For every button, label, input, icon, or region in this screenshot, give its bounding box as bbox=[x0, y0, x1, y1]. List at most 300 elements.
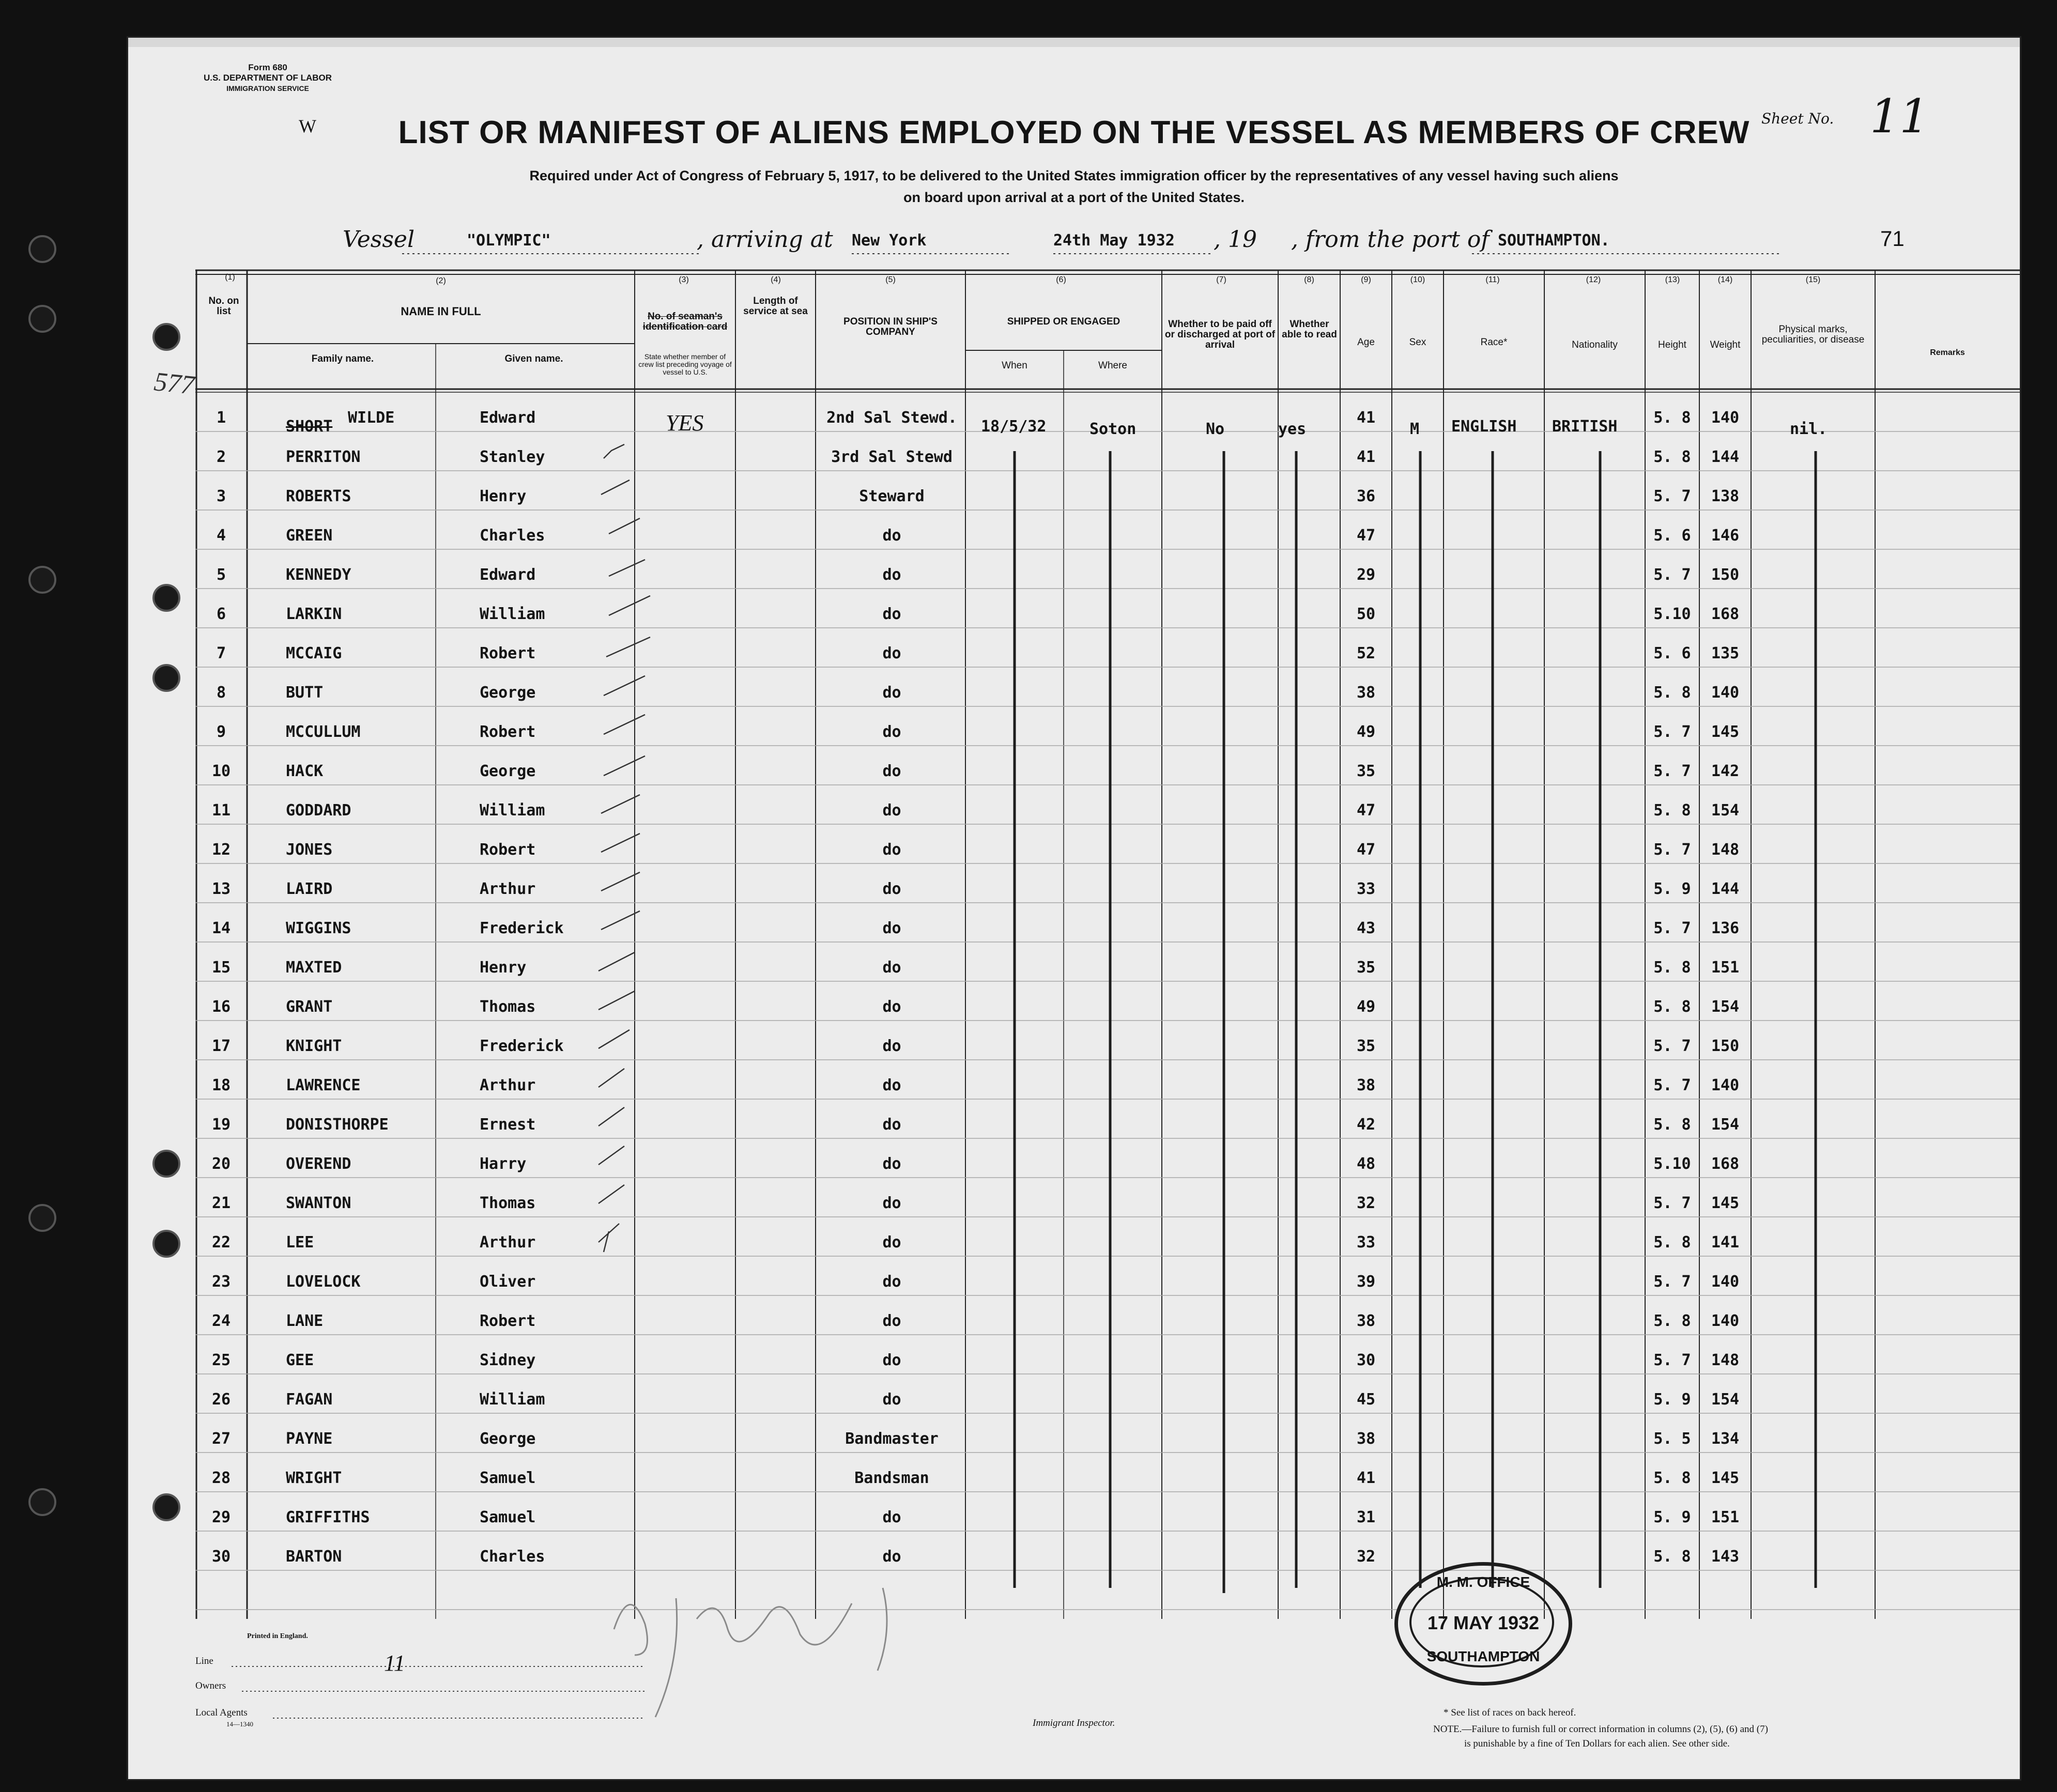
shipped-where: Soton bbox=[1089, 420, 1137, 438]
binder-hole bbox=[152, 1493, 180, 1521]
weight: 144 bbox=[1711, 880, 1740, 898]
family-name: GRIFFITHS bbox=[286, 1508, 370, 1526]
family-name: ROBERTS bbox=[286, 487, 351, 505]
shipped-when: 18/5/32 bbox=[981, 418, 1047, 436]
given-name: Robert bbox=[480, 644, 536, 662]
header-nationality: Nationality bbox=[1572, 339, 1618, 350]
position: do bbox=[882, 527, 901, 545]
col-number-6: (6) bbox=[1056, 275, 1066, 284]
age: 47 bbox=[1356, 527, 1376, 545]
nationality-value: BRITISH bbox=[1552, 418, 1618, 436]
row-number: 24 bbox=[211, 1312, 231, 1330]
header-age: Age bbox=[1357, 337, 1375, 348]
binder-hole bbox=[28, 1488, 56, 1516]
weight: 154 bbox=[1711, 801, 1740, 820]
family-name: MCCAIG bbox=[286, 644, 342, 662]
age: 38 bbox=[1356, 1312, 1376, 1330]
row-number: 27 bbox=[211, 1430, 231, 1448]
row-number: 10 bbox=[211, 762, 231, 780]
height: 5. 8 bbox=[1653, 998, 1691, 1016]
row-number: 18 bbox=[211, 1076, 231, 1094]
height: 5. 9 bbox=[1653, 1508, 1691, 1526]
position: do bbox=[882, 1351, 901, 1369]
col-number-10: (10) bbox=[1410, 275, 1425, 284]
weight: 146 bbox=[1711, 527, 1740, 545]
weight: 148 bbox=[1711, 1351, 1740, 1369]
immigrant-inspector-label: Immigrant Inspector. bbox=[1033, 1718, 1115, 1728]
position: do bbox=[882, 566, 901, 584]
family-name: LAWRENCE bbox=[286, 1076, 361, 1094]
row-number: 19 bbox=[211, 1116, 231, 1134]
stamp-date: 17 MAY 1932 bbox=[1427, 1612, 1540, 1633]
family-name: PAYNE bbox=[286, 1430, 333, 1448]
family-name: WRIGHT bbox=[286, 1469, 342, 1487]
col-number-3: (3) bbox=[679, 275, 689, 284]
row-number: 30 bbox=[211, 1548, 231, 1566]
given-name: Samuel bbox=[480, 1508, 536, 1526]
paid-off-value: No bbox=[1206, 420, 1225, 438]
given-name: William bbox=[480, 1391, 545, 1409]
position: do bbox=[882, 880, 901, 898]
department-name: U.S. DEPARTMENT OF LABOR bbox=[203, 73, 332, 83]
position: do bbox=[882, 1273, 901, 1291]
given-name: George bbox=[480, 684, 536, 702]
weight: 145 bbox=[1711, 1194, 1740, 1212]
height: 5. 6 bbox=[1653, 644, 1691, 662]
age: 49 bbox=[1356, 723, 1376, 741]
position: do bbox=[882, 684, 901, 702]
weight: 143 bbox=[1711, 1548, 1740, 1566]
age: 41 bbox=[1356, 1469, 1376, 1487]
height: 5. 8 bbox=[1653, 448, 1691, 466]
col-number-2: (2) bbox=[436, 276, 446, 285]
height: 5. 7 bbox=[1653, 487, 1691, 505]
row-number: 3 bbox=[216, 487, 226, 505]
height: 5. 7 bbox=[1653, 1037, 1691, 1055]
col-number-7: (7) bbox=[1216, 275, 1226, 284]
family-name: KENNEDY bbox=[286, 566, 351, 584]
given-name: Thomas bbox=[480, 998, 536, 1016]
given-name: Oliver bbox=[480, 1273, 536, 1291]
family-name: GRANT bbox=[286, 998, 333, 1016]
age: 47 bbox=[1356, 841, 1376, 859]
age: 35 bbox=[1356, 959, 1376, 977]
weight: 140 bbox=[1711, 1312, 1740, 1330]
height: 5. 7 bbox=[1653, 566, 1691, 584]
age: 29 bbox=[1356, 566, 1376, 584]
weight: 140 bbox=[1711, 1076, 1740, 1094]
weight: 151 bbox=[1711, 1508, 1740, 1526]
given-name: Arthur bbox=[480, 1233, 536, 1252]
age: 30 bbox=[1356, 1351, 1376, 1369]
header-race: Race* bbox=[1480, 337, 1508, 348]
subtitle-line-2: on board upon arrival at a port of the United States. bbox=[903, 190, 1245, 205]
header-sex: Sex bbox=[1409, 337, 1426, 348]
height: 5. 9 bbox=[1653, 880, 1691, 898]
header-family-name: Family name. bbox=[311, 353, 374, 364]
given-name: Charles bbox=[480, 527, 545, 545]
binder-hole bbox=[152, 323, 180, 351]
stamp-bottom-text: SOUTHAMPTON bbox=[1426, 1648, 1540, 1664]
col-number-13: (13) bbox=[1665, 275, 1680, 284]
note-line-2: is punishable by a fine of Ten Dollars for each alien. See other side. bbox=[1464, 1738, 1730, 1749]
age: 47 bbox=[1356, 801, 1376, 820]
age: 38 bbox=[1356, 1076, 1376, 1094]
weight: 141 bbox=[1711, 1233, 1740, 1252]
row-number: 8 bbox=[216, 684, 226, 702]
height: 5.10 bbox=[1653, 605, 1691, 623]
given-name: George bbox=[480, 1430, 536, 1448]
height: 5. 8 bbox=[1653, 801, 1691, 820]
position: Bandsman bbox=[854, 1469, 929, 1487]
given-name: George bbox=[480, 762, 536, 780]
weight: 150 bbox=[1711, 1037, 1740, 1055]
header-when: When bbox=[1002, 360, 1027, 371]
family-name: FAGAN bbox=[286, 1391, 333, 1409]
height: 5. 9 bbox=[1653, 1391, 1691, 1409]
height: 5. 7 bbox=[1653, 723, 1691, 741]
position: do bbox=[882, 1155, 901, 1173]
col-number-15: (15) bbox=[1805, 275, 1821, 284]
header-remarks: Remarks bbox=[1930, 348, 1965, 357]
binder-hole bbox=[152, 1230, 180, 1258]
position: do bbox=[882, 1116, 901, 1134]
height: 5. 7 bbox=[1653, 1351, 1691, 1369]
header-shipped: SHIPPED OR ENGAGED bbox=[1007, 316, 1120, 327]
weight: 142 bbox=[1711, 762, 1740, 780]
sheet-no-value: 11 bbox=[1870, 89, 1929, 144]
physical-marks-value: nil. bbox=[1790, 420, 1828, 438]
row-number: 13 bbox=[211, 880, 231, 898]
weight: 145 bbox=[1711, 1469, 1740, 1487]
position: do bbox=[882, 1391, 901, 1409]
age: 39 bbox=[1356, 1273, 1376, 1291]
given-name: Thomas bbox=[480, 1194, 536, 1212]
age: 49 bbox=[1356, 998, 1376, 1016]
age: 48 bbox=[1356, 1155, 1376, 1173]
family-name: DONISTHORPE bbox=[286, 1116, 389, 1134]
header-physical-marks: Physical marks, peculiarities, or disease bbox=[1761, 324, 1865, 345]
age: 42 bbox=[1356, 1116, 1376, 1134]
family-name: JONES bbox=[286, 841, 333, 859]
sex-value: M bbox=[1410, 420, 1420, 438]
struck-family-name: SHORT bbox=[286, 418, 333, 436]
row-number: 6 bbox=[216, 605, 226, 623]
weight: 154 bbox=[1711, 1116, 1740, 1134]
stamp-top-text: M. M. OFFICE bbox=[1436, 1574, 1530, 1590]
binder-hole bbox=[152, 584, 180, 612]
from-label: , from the port of bbox=[1291, 226, 1490, 253]
form-code: 14—1340 bbox=[226, 1720, 253, 1728]
row-number: 2 bbox=[216, 448, 226, 466]
height: 5. 8 bbox=[1653, 684, 1691, 702]
col-number-12: (12) bbox=[1586, 275, 1601, 284]
header-weight: Weight bbox=[1710, 339, 1741, 350]
family-name: PERRITON bbox=[286, 448, 361, 466]
note-line-1: NOTE.—Failure to furnish full or correct information in columns (2), (5), (6) and (7) bbox=[1433, 1724, 1768, 1735]
marginal-mark: W bbox=[299, 116, 316, 136]
height: 5.10 bbox=[1653, 1155, 1691, 1173]
weight: 151 bbox=[1711, 959, 1740, 977]
arrival-date: 24th May 1932 bbox=[1053, 231, 1175, 250]
header-no-on-list: No. on list bbox=[208, 296, 239, 317]
col-number-14: (14) bbox=[1717, 275, 1733, 284]
header-given-name: Given name. bbox=[504, 353, 563, 364]
given-name: William bbox=[480, 801, 545, 820]
height: 5. 8 bbox=[1653, 409, 1691, 427]
age: 38 bbox=[1356, 1430, 1376, 1448]
age: 50 bbox=[1356, 605, 1376, 623]
height: 5. 7 bbox=[1653, 919, 1691, 937]
header-where: Where bbox=[1098, 360, 1127, 371]
row-number: 14 bbox=[211, 919, 231, 937]
given-name: Robert bbox=[480, 723, 536, 741]
row-number: 25 bbox=[211, 1351, 231, 1369]
given-name: Charles bbox=[480, 1548, 545, 1566]
arriving-label: , arriving at bbox=[697, 226, 833, 253]
given-name: Arthur bbox=[480, 1076, 536, 1094]
row-number: 9 bbox=[216, 723, 226, 741]
local-agents-label: Local Agents bbox=[195, 1707, 248, 1718]
crew-list-yes: YES bbox=[666, 410, 704, 436]
age: 43 bbox=[1356, 919, 1376, 937]
height: 5. 7 bbox=[1653, 1273, 1691, 1291]
position: 2nd Sal Stewd. bbox=[826, 409, 957, 427]
printed-in: Printed in England. bbox=[247, 1632, 308, 1640]
row-number: 15 bbox=[211, 959, 231, 977]
age: 52 bbox=[1356, 644, 1376, 662]
family-name: HACK bbox=[286, 762, 324, 780]
given-name: Harry bbox=[480, 1155, 527, 1173]
family-name: LEE bbox=[286, 1233, 314, 1252]
given-name: Edward bbox=[480, 409, 536, 427]
row-number: 22 bbox=[211, 1233, 231, 1252]
row-number: 12 bbox=[211, 841, 231, 859]
header-position: POSITION IN SHIP'S COMPANY bbox=[843, 316, 938, 337]
col-number-8: (8) bbox=[1304, 275, 1314, 284]
binder-hole bbox=[28, 566, 56, 594]
family-name: LAIRD bbox=[286, 880, 333, 898]
height: 5. 7 bbox=[1653, 1194, 1691, 1212]
col-number-1: (1) bbox=[225, 273, 235, 282]
header-paid-off: Whether to be paid off or discharged at port of arrival bbox=[1164, 319, 1276, 350]
height: 5. 8 bbox=[1653, 1116, 1691, 1134]
age: 32 bbox=[1356, 1548, 1376, 1566]
height: 5. 6 bbox=[1653, 527, 1691, 545]
position: do bbox=[882, 1076, 901, 1094]
handwritten-margin-number: 577 bbox=[152, 367, 196, 400]
height: 5. 5 bbox=[1653, 1430, 1691, 1448]
position: do bbox=[882, 919, 901, 937]
given-name: Arthur bbox=[480, 880, 536, 898]
family-name: GODDARD bbox=[286, 801, 351, 820]
age: 45 bbox=[1356, 1391, 1376, 1409]
row-number: 28 bbox=[211, 1469, 231, 1487]
position: do bbox=[882, 644, 901, 662]
binder-hole bbox=[28, 1204, 56, 1232]
col-number-5: (5) bbox=[885, 275, 896, 284]
row-number: 1 bbox=[216, 409, 226, 427]
binder-hole bbox=[152, 1150, 180, 1178]
position: do bbox=[882, 605, 901, 623]
family-name: GREEN bbox=[286, 527, 333, 545]
given-name: Sidney bbox=[480, 1351, 536, 1369]
family-name: LARKIN bbox=[286, 605, 342, 623]
position: do bbox=[882, 723, 901, 741]
given-name: Edward bbox=[480, 566, 536, 584]
age: 41 bbox=[1356, 409, 1376, 427]
age: 33 bbox=[1356, 1233, 1376, 1252]
row-number: 16 bbox=[211, 998, 231, 1016]
age: 35 bbox=[1356, 762, 1376, 780]
height: 5. 7 bbox=[1653, 1076, 1691, 1094]
family-name: KNIGHT bbox=[286, 1037, 342, 1055]
row-number: 20 bbox=[211, 1155, 231, 1173]
family-name: MAXTED bbox=[286, 959, 342, 977]
age: 35 bbox=[1356, 1037, 1376, 1055]
height: 5. 8 bbox=[1653, 1469, 1691, 1487]
position: do bbox=[882, 1037, 901, 1055]
race-list-note: * See list of races on back hereof. bbox=[1444, 1707, 1576, 1718]
position: Steward bbox=[859, 487, 925, 505]
binder-hole bbox=[28, 305, 56, 333]
header-name-in-full: NAME IN FULL bbox=[401, 305, 481, 318]
binder-hole bbox=[152, 664, 180, 692]
weight: 168 bbox=[1711, 605, 1740, 623]
height: 5. 8 bbox=[1653, 959, 1691, 977]
position: do bbox=[882, 1508, 901, 1526]
row-number: 17 bbox=[211, 1037, 231, 1055]
weight: 140 bbox=[1711, 409, 1740, 427]
service-name: IMMIGRATION SERVICE bbox=[226, 84, 309, 92]
page-count: 71 bbox=[1880, 226, 1905, 251]
row-number: 26 bbox=[211, 1391, 231, 1409]
header-id-card-struck: No. of seaman's identification card bbox=[642, 311, 728, 332]
page-title: LIST OR MANIFEST OF ALIENS EMPLOYED ON THE VESSEL AS MEMBERS OF CREW bbox=[398, 115, 1750, 150]
race-value: ENGLISH bbox=[1451, 418, 1517, 436]
family-name: OVEREND bbox=[286, 1155, 351, 1173]
given-name: Henry bbox=[480, 487, 527, 505]
row-number: 21 bbox=[211, 1194, 231, 1212]
row-number: 23 bbox=[211, 1273, 231, 1291]
binder-hole bbox=[28, 235, 56, 263]
form-number: Form 680 bbox=[248, 63, 287, 72]
family-name: WIGGINS bbox=[286, 919, 351, 937]
height: 5. 8 bbox=[1653, 1233, 1691, 1252]
sheet-no-label: Sheet No. bbox=[1761, 110, 1834, 127]
position: do bbox=[882, 762, 901, 780]
row-number: 7 bbox=[216, 644, 226, 662]
header-height: Height bbox=[1658, 339, 1686, 350]
vessel-name: "OLYMPIC" bbox=[467, 231, 551, 250]
year-label: , 19 bbox=[1214, 226, 1257, 253]
header-able-read: Whether able to read bbox=[1282, 319, 1337, 340]
age: 33 bbox=[1356, 880, 1376, 898]
given-name: Robert bbox=[480, 841, 536, 859]
age: 31 bbox=[1356, 1508, 1376, 1526]
subtitle-line-1: Required under Act of Congress of February 5, 1917, to be delivered to the United States immigration officer by the representatives of any vessel having such aliens bbox=[529, 168, 1619, 183]
position: do bbox=[882, 841, 901, 859]
departure-port: SOUTHAMPTON. bbox=[1498, 231, 1610, 250]
family-name: LANE bbox=[286, 1312, 324, 1330]
weight: 136 bbox=[1711, 919, 1740, 937]
height: 5. 8 bbox=[1653, 1312, 1691, 1330]
family-name: GEE bbox=[286, 1351, 314, 1369]
col-number-11: (11) bbox=[1485, 275, 1500, 284]
position: do bbox=[882, 1312, 901, 1330]
given-name: Henry bbox=[480, 959, 527, 977]
footer-lines bbox=[128, 38, 2020, 1779]
weight: 150 bbox=[1711, 566, 1740, 584]
weight: 140 bbox=[1711, 1273, 1740, 1291]
owners-label: Owners bbox=[195, 1680, 226, 1691]
family-name: BUTT bbox=[286, 684, 324, 702]
height: 5. 7 bbox=[1653, 762, 1691, 780]
given-name: Frederick bbox=[480, 919, 564, 937]
weight: 135 bbox=[1711, 644, 1740, 662]
family-name: LOVELOCK bbox=[286, 1273, 361, 1291]
col-number-9: (9) bbox=[1361, 275, 1371, 284]
weight: 145 bbox=[1711, 723, 1740, 741]
age: 36 bbox=[1356, 487, 1376, 505]
given-name: Ernest bbox=[480, 1116, 536, 1134]
given-name: William bbox=[480, 605, 545, 623]
given-name: Stanley bbox=[480, 448, 545, 466]
row-number: 5 bbox=[216, 566, 226, 584]
header-length-service: Length of service at sea bbox=[743, 296, 808, 317]
height: 5. 8 bbox=[1653, 1548, 1691, 1566]
position: do bbox=[882, 959, 901, 977]
weight: 168 bbox=[1711, 1155, 1740, 1173]
given-name: Samuel bbox=[480, 1469, 536, 1487]
position: Bandmaster bbox=[845, 1430, 939, 1448]
position: do bbox=[882, 1548, 901, 1566]
family-name: WILDE bbox=[348, 409, 395, 427]
age: 32 bbox=[1356, 1194, 1376, 1212]
vessel-label: Vessel bbox=[343, 226, 415, 253]
row-number: 11 bbox=[211, 801, 231, 820]
position: 3rd Sal Stewd bbox=[831, 448, 953, 466]
position: do bbox=[882, 998, 901, 1016]
age: 41 bbox=[1356, 448, 1376, 466]
weight: 148 bbox=[1711, 841, 1740, 859]
position: do bbox=[882, 1194, 901, 1212]
family-name: MCCULLUM bbox=[286, 723, 361, 741]
given-name: Robert bbox=[480, 1312, 536, 1330]
arrival-port: New York bbox=[852, 231, 927, 250]
weight: 144 bbox=[1711, 448, 1740, 466]
weight: 134 bbox=[1711, 1430, 1740, 1448]
family-name: SWANTON bbox=[286, 1194, 351, 1212]
able-to-read-value: yes bbox=[1278, 420, 1307, 438]
line-label: Line bbox=[195, 1656, 213, 1666]
header-crew-list: State whether member of crew list preceding voyage of vessel to U.S. bbox=[638, 352, 732, 376]
height: 5. 7 bbox=[1653, 841, 1691, 859]
given-name: Frederick bbox=[480, 1037, 564, 1055]
weight: 154 bbox=[1711, 1391, 1740, 1409]
position: do bbox=[882, 1233, 901, 1252]
row-number: 29 bbox=[211, 1508, 231, 1526]
col-number-4: (4) bbox=[771, 275, 781, 284]
weight: 140 bbox=[1711, 684, 1740, 702]
age: 38 bbox=[1356, 684, 1376, 702]
family-name: BARTON bbox=[286, 1548, 342, 1566]
weight: 138 bbox=[1711, 487, 1740, 505]
manifest-sheet bbox=[127, 36, 2021, 1781]
line-value: 11 bbox=[384, 1650, 405, 1676]
weight: 154 bbox=[1711, 998, 1740, 1016]
position: do bbox=[882, 801, 901, 820]
